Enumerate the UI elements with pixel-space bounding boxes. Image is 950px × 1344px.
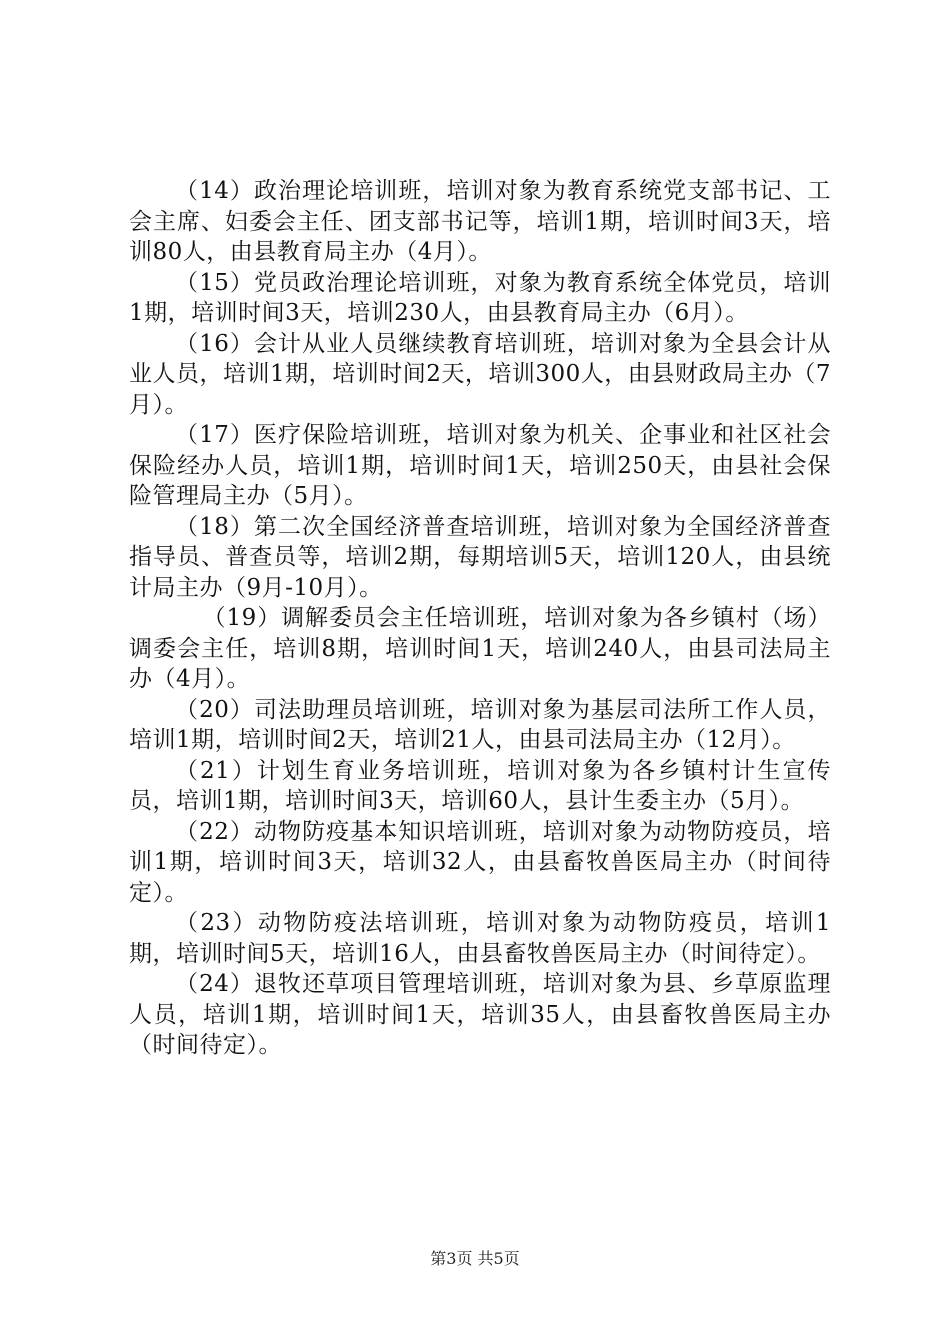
paragraph-14: （14）政治理论培训班，培训对象为教育系统党支部书记、工会主席、妇委会主任、团支部书记等，培训1期，培训时间3天，培训80人，由县教育局主办（4月）。 (129, 178, 831, 265)
paragraph-22: （22）动物防疫基本知识培训班，培训对象为动物防疫员，培训1期，培训时间3天，培训32人，由县畜牧兽医局主办（时间待定）。 (129, 818, 831, 906)
paragraph-15: （15）党员政治理论培训班，对象为教育系统全体党员，培训1期，培训时间3天，培训230人，由县教育局主办（6月）。 (129, 269, 831, 326)
page-number-footer: 第3页 共5页 (430, 1249, 520, 1268)
paragraph-24: （24）退牧还草项目管理培训班，培训对象为县、乡草原监理人员，培训1期，培训时间1天，培训35人，由县畜牧兽医局主办（时间待定）。 (129, 971, 831, 1058)
document-body (129, 176, 831, 1061)
paragraph-18: （18）第二次全国经济普查培训班，培训对象为全国经济普查指导员、普查员等，培训2期，每期培训5天，培训120人，由县统计局主办（9月-10月）。 (129, 513, 831, 601)
paragraph-17: （17）医疗保险培训班，培训对象为机关、企事业和社区社会保险经办人员，培训1期，培训时间1天，培训250天，由县社会保险管理局主办（5月）。 (129, 422, 831, 509)
paragraph-20: （20）司法助理员培训班，培训对象为基层司法所工作人员，培训1期，培训时间2天，培训21人，由县司法局主办（12月）。 (129, 696, 831, 753)
paragraph-23: （23）动物防疫法培训班，培训对象为动物防疫员，培训1期，培训时间5天，培训16人，由县畜牧兽医局主办（时间待定）。 (129, 910, 831, 967)
paragraph-19: （19）调解委员会主任培训班，培训对象为各乡镇村（场）调委会主任，培训8期，培训时间1天，培训240人，由县司法局主办（4月）。 (129, 605, 831, 692)
paragraph-21: （21）计划生育业务培训班，培训对象为各乡镇村计生宣传员，培训1期，培训时间3天，培训60人，县计生委主办（5月）。 (129, 757, 831, 814)
paragraph-16: （16）会计从业人员继续教育培训班，培训对象为全县会计从业人员，培训1期，培训时间2天，培训300人，由县财政局主办（7月）。 (129, 330, 831, 418)
